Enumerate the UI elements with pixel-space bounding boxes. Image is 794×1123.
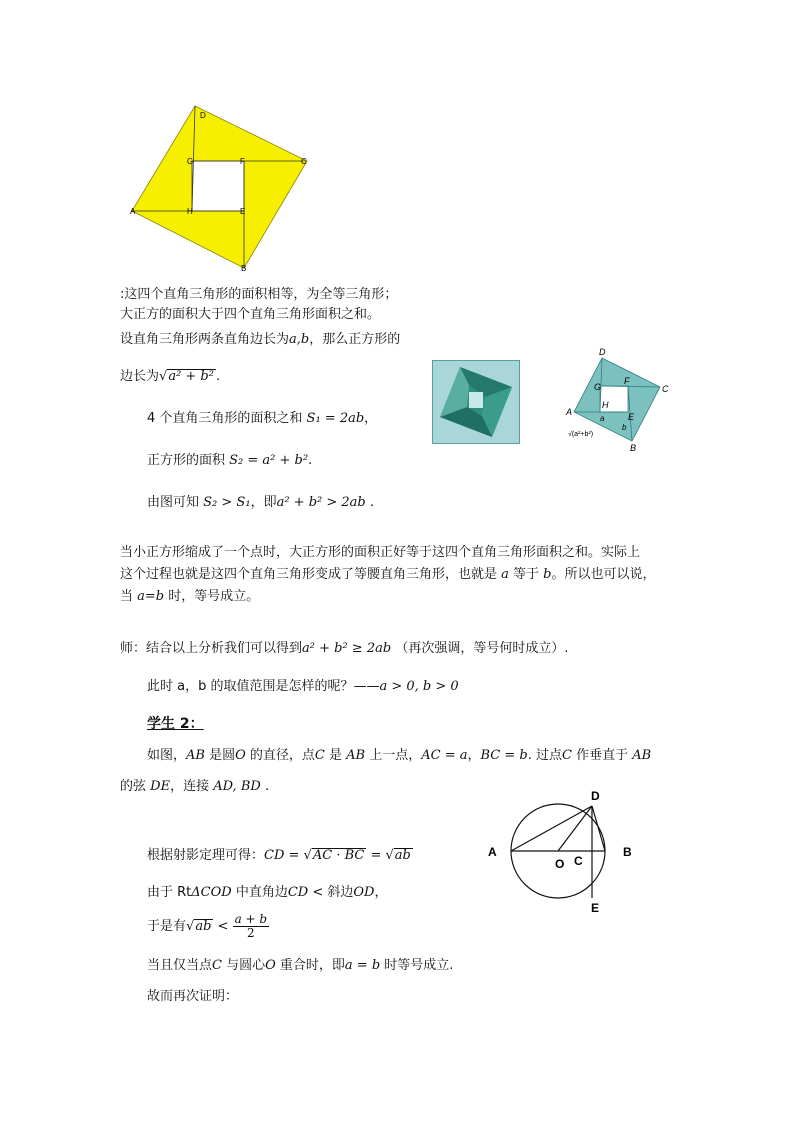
fig2-label-a: a <box>600 414 605 423</box>
text-degenerate-case-1: 当小正方形缩成了一个点时，大正方形的面积正好等于这四个直角三角形面积之和。实际上 <box>120 545 641 560</box>
fig3-label-O: O <box>555 857 565 871</box>
text-congruent-triangles: :这四个直角三角形的面积相等，为全等三角形； <box>120 287 398 302</box>
text-square-side: 边长为√a² + b² . <box>120 369 221 384</box>
text-side-lengths: 设直角三角形两条直角边长为a,b，那么正方形的 <box>120 332 401 347</box>
text-proof-again: 故而再次证明： <box>147 989 239 1004</box>
text-right-triangle: 由于 RtΔCOD 中直角边CD < 斜边OD， <box>147 885 388 900</box>
heading-student-2: 学生 2： <box>147 716 204 732</box>
fig3-label-D: D <box>591 789 600 803</box>
fig2-label-B: B <box>630 443 637 453</box>
inner-white-square <box>192 161 244 211</box>
figure-teal-panel <box>432 360 520 444</box>
fig2-label-C: C <box>662 384 669 394</box>
fig1-label-A: A <box>130 207 136 216</box>
fig2-label-side: √(a²+b²) <box>568 431 594 438</box>
fraction-a-plus-b-over-2: $\frac{a + b}{2}$ <box>234 912 268 940</box>
segment-od <box>558 806 592 851</box>
fig3-label-A: A <box>488 845 497 859</box>
fig3-label-C: C <box>574 854 583 868</box>
fig1-label-B: B <box>241 264 247 273</box>
text-am-gm: 于是有√ab < $\frac{a + b}{2}$ <box>147 912 268 940</box>
text-teacher-summary: 师：结合以上分析我们可以得到a² + b² ≥ 2ab （再次强调，等号何时成立）. <box>120 641 569 656</box>
fig2-label-G: G <box>594 382 602 392</box>
fig2-label-F: F <box>624 376 630 386</box>
text-circle-setup-2: 的弦 DE，连接 AD, BD . <box>120 779 270 794</box>
text-area-compare: 大正方的面积大于四个直角三角形面积之和。 <box>120 307 381 322</box>
text-value-range: 此时 a，b 的取值范围是怎样的呢？——a > 0, b > 0 <box>147 679 459 694</box>
fig3-label-E: E <box>591 901 600 915</box>
fig2-label-A: A <box>566 407 573 417</box>
text-projection-theorem: 根据射影定理可得：CD = √AC · BC = √ab <box>147 848 411 863</box>
fig1-label-D: D <box>200 111 206 120</box>
text-degenerate-case-3: 当 a=b 时，等号成立。 <box>120 589 260 604</box>
figure-yellow-square <box>120 98 320 276</box>
fig1-label-E: E <box>240 207 246 216</box>
fig2-label-H: H <box>602 400 609 410</box>
figure-labelled-square <box>562 344 680 456</box>
text-square-area: 正方形的面积 S₂ = a² + b². <box>147 453 313 468</box>
segment-ad <box>511 806 592 851</box>
fig1-label-F: F <box>240 157 245 166</box>
fig2-label-E: E <box>628 412 635 422</box>
text-degenerate-case-2: 这个过程也就是这四个直角三角形变成了等腰直角三角形，也就是 a 等于 b。所以也可以说， <box>120 567 656 582</box>
fig2-label-D: D <box>599 347 606 357</box>
segment-bd <box>592 806 605 851</box>
figure-circle <box>484 784 644 918</box>
text-circle-setup-1: 如图，AB 是圆O 的直径，点C 是 AB 上一点，AC = a，BC = b. 过点C 作垂直于 AB <box>147 748 652 763</box>
fig1-label-G: G <box>187 157 194 166</box>
fig3-label-B: B <box>623 845 632 859</box>
fig2-label-b: b <box>622 423 627 432</box>
text-triangle-area-sum: 4 个直角三角形的面积之和 S₁ = 2ab， <box>147 411 378 426</box>
fig1-label-H: H <box>187 207 193 216</box>
text-equality-condition: 当且仅当点C 与圆心O 重合时，即a = b 时等号成立. <box>147 958 454 973</box>
text-inequality-conclusion: 由图可知 S₂ > S₁，即a² + b² > 2ab . <box>147 495 375 510</box>
fig1-label-C: C <box>301 157 307 166</box>
